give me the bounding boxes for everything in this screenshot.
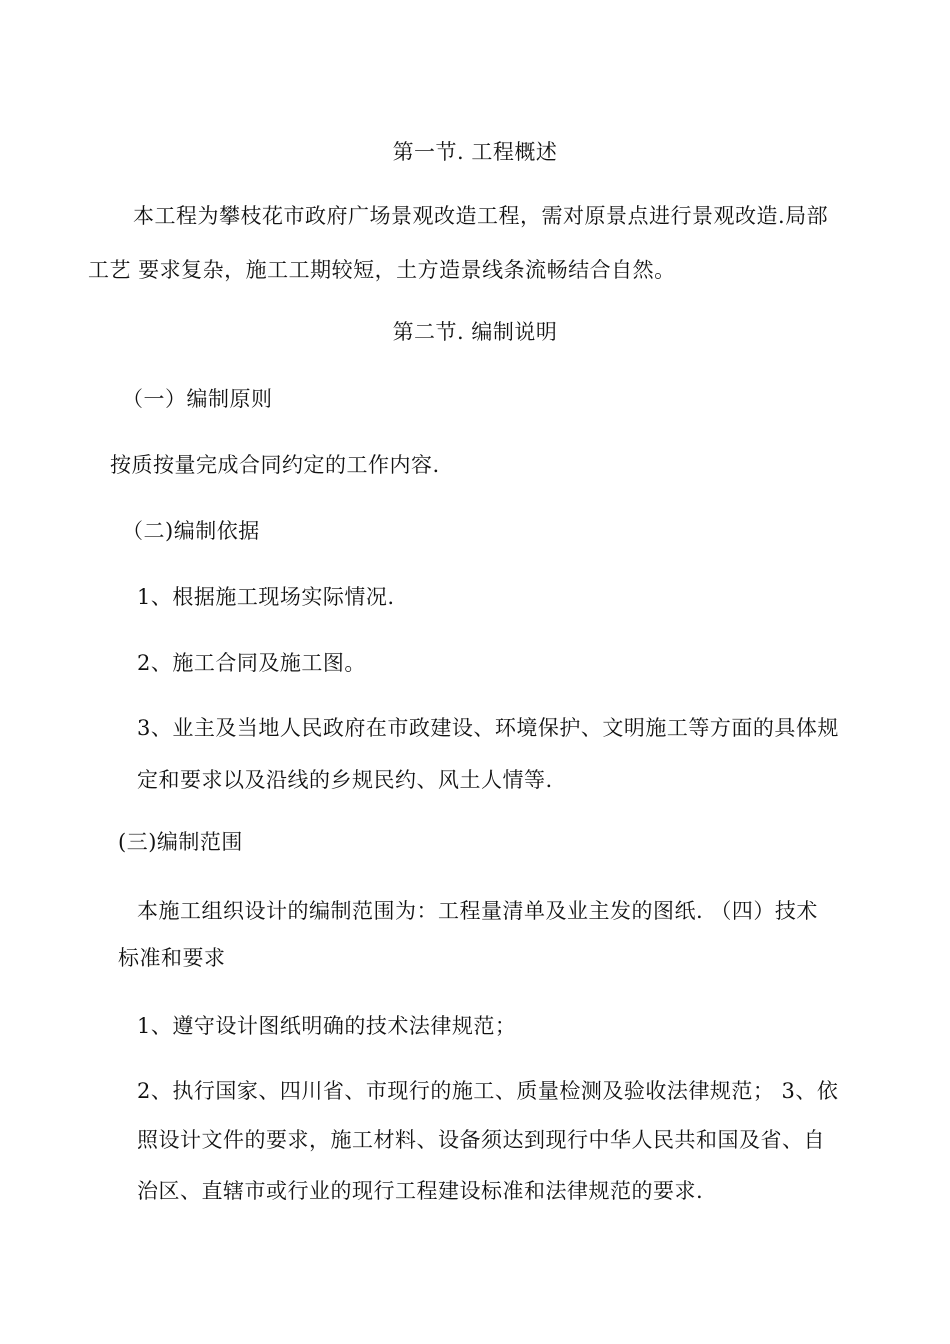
standards-item-2-line2: 照设计文件的要求，施工材料、设备须达到现行中华人民共和国及省、自 [137,1128,825,1152]
standards-item-1: 1、遵守设计图纸明确的技术法律规范； [137,1014,517,1038]
basis-heading: （二)编制依据 [122,519,260,543]
principle-text: 按质按量完成合同约定的工作内容. [110,453,440,477]
scope-heading: (三)编制范围 [118,830,243,854]
standards-item-2-line1: 2、执行国家、四川省、市现行的施工、质量检测及验收法律规范； 3、依 [137,1079,839,1103]
basis-item-3-line2: 定和要求以及沿线的乡规民约、风土人情等. [137,768,553,792]
section1-title: 第一节. 工程概述 [392,140,558,164]
scope-line1: 本施工组织设计的编制范围为：工程量清单及业主发的图纸. （四）技术 [137,899,818,923]
basis-item-2: 2、施工合同及施工图。 [137,651,366,675]
section1-paragraph-line2: 工艺 要求复杂，施工工期较短，土方造景线条流畅结合自然。 [88,258,676,282]
standards-item-2-line3: 治区、直辖市或行业的现行工程建设标准和法律规范的要求. [137,1179,704,1203]
principle-heading: （一）编制原则 [122,387,273,411]
scope-line2: 标准和要求 [118,946,226,970]
section1-paragraph-line1: 本工程为攀枝花市政府广场景观改造工程，需对原景点进行景观改造.局部 [133,204,829,228]
basis-item-1: 1、根据施工现场实际情况. [137,585,395,609]
section2-title: 第二节. 编制说明 [392,320,558,344]
basis-item-3-line1: 3、业主及当地人民政府在市政建设、环境保护、文明施工等方面的具体规 [137,716,839,740]
